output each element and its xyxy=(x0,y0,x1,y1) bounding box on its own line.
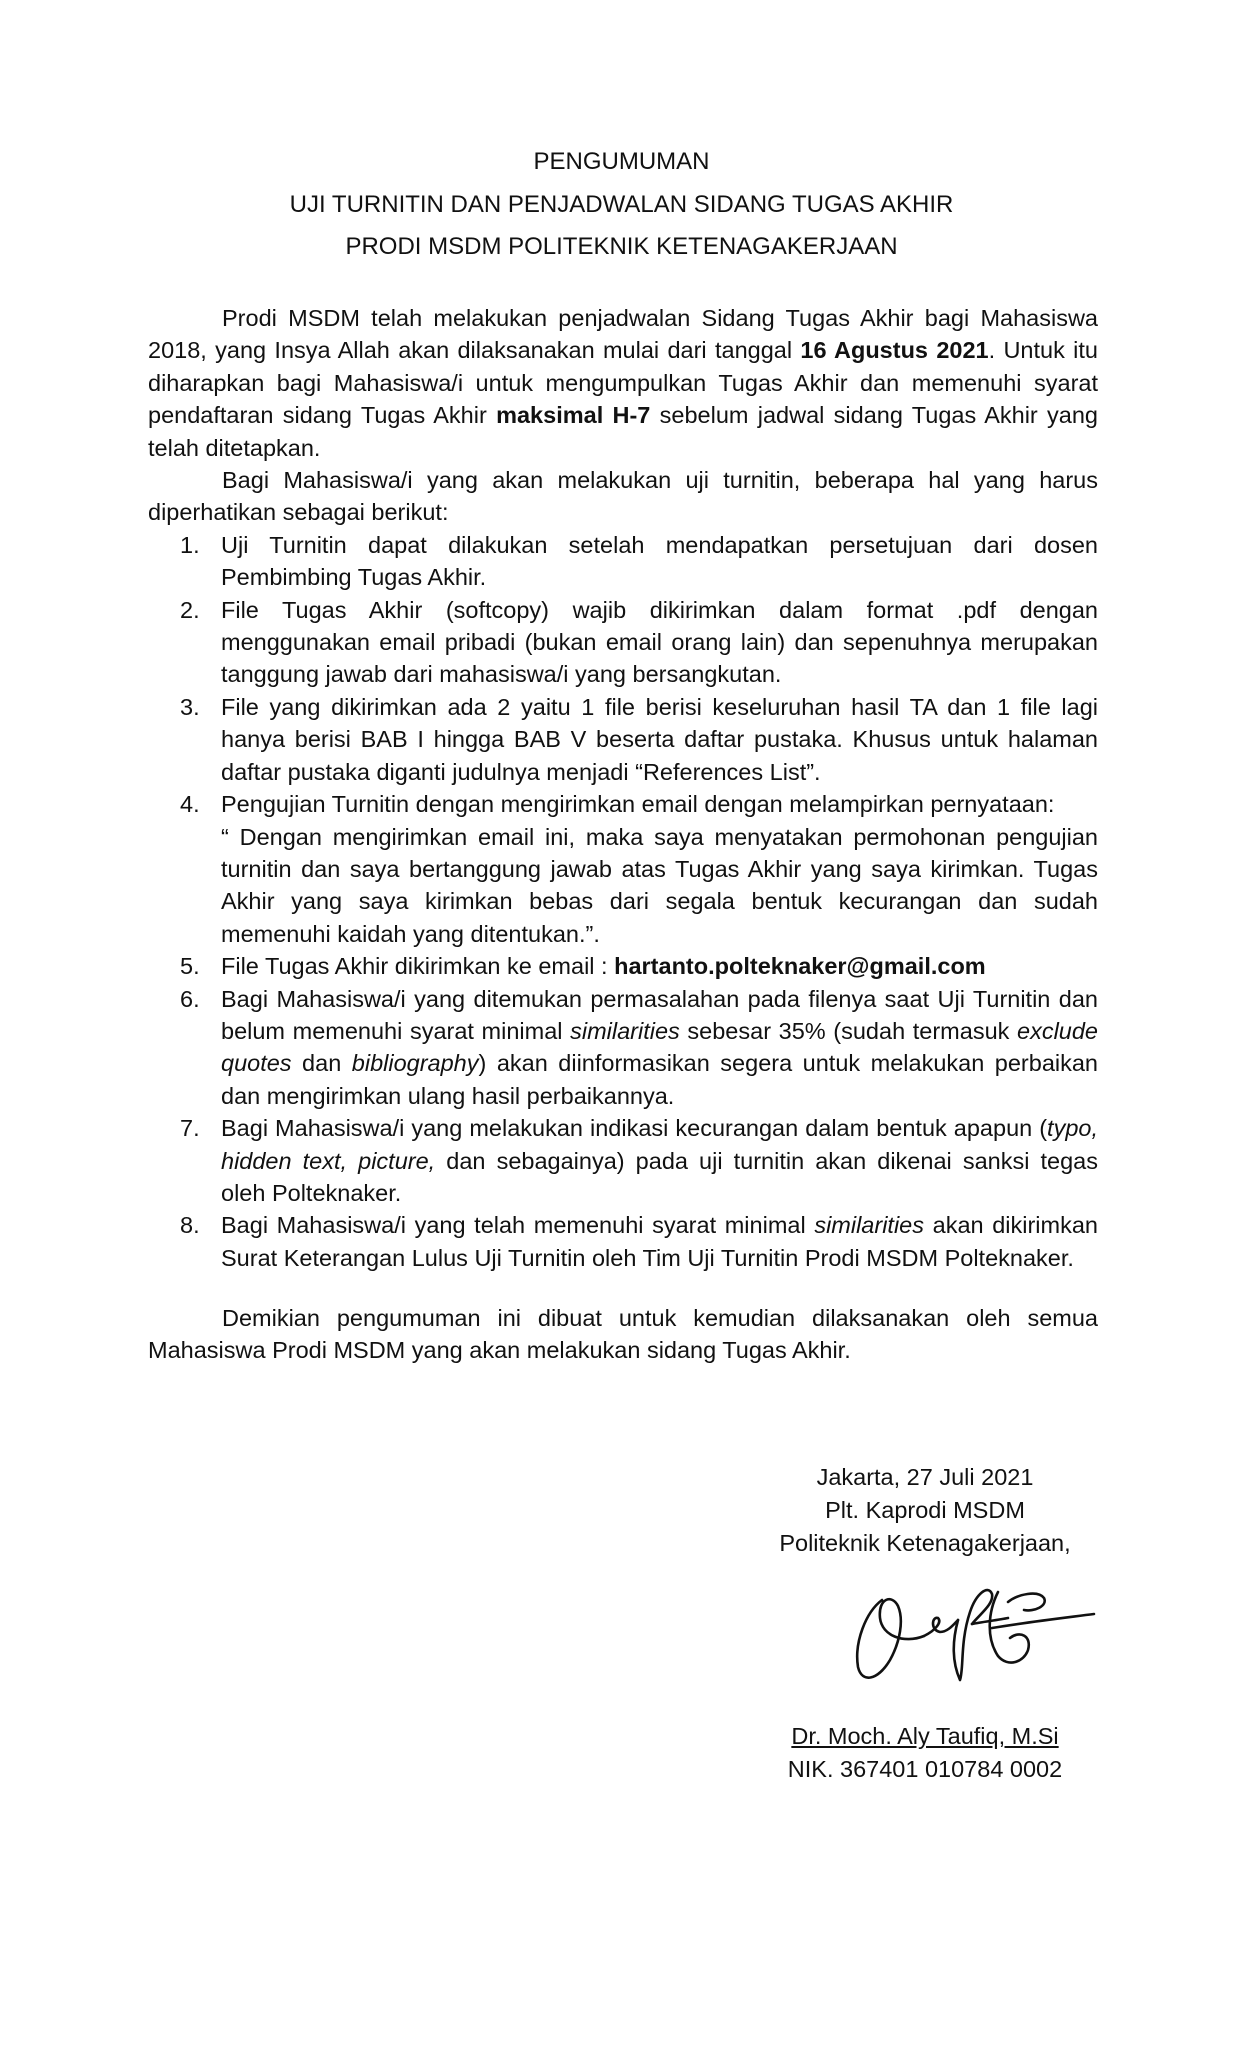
list-number: 8. xyxy=(180,1212,200,1239)
italic-term: similarities xyxy=(570,1017,680,1044)
list-number: 6. xyxy=(180,985,200,1012)
list-number: 2. xyxy=(180,596,200,623)
list-item-text: ) akan diinformasikan segera untuk melakukan perbaikan dan mengirimkan ulang hasil perbaikannya. xyxy=(221,1050,1098,1109)
title-program: PRODI MSDM POLITEKNIK KETENAGAKERJAAN xyxy=(345,233,898,260)
paragraph-text: Prodi MSDM telah melakukan penjadwalan Sidang Tugas Akhir bagi Mahasiswa 2018, yang Insya Allah akan dilaksanakan mulai dari tanggal xyxy=(148,305,1098,364)
list-item-text: Bagi Mahasiswa/i yang ditemukan permasalahan pada filenya saat Uji Turnitin dan belum memenuhi syarat minimal xyxy=(221,985,1098,1044)
list-item xyxy=(148,691,1098,788)
list-item-text: File Tugas Akhir (softcopy) wajib dikirimkan dalam format .pdf dengan menggunakan email pribadi (bukan email orang lain) dan sepenuhnya merupakan tanggung jawab dari mahasiswa/i yang bersangkutan. xyxy=(221,596,1098,688)
submission-email: hartanto.polteknaker@gmail.com xyxy=(614,953,986,980)
statement-quote: “ Dengan mengirimkan email ini, maka saya menyatakan permohonan pengujian turnitin dan saya bertanggung jawab atas Tugas Akhir yang saya kirimkan. Tugas Akhir yang saya kirimkan bebas dari segala bentuk kecurangan dan sudah memenuhi kaidah yang ditentukan.”. xyxy=(221,823,1098,947)
paragraph-schedule xyxy=(148,302,1098,464)
defense-start-date: 16 Agustus 2021 xyxy=(800,337,989,364)
signature-position: Plt. Kaprodi MSDM xyxy=(825,1497,1025,1523)
signatory-nik: NIK. 367401 010784 0002 xyxy=(787,1756,1063,1782)
requirements-list xyxy=(148,529,1098,1274)
list-number: 1. xyxy=(180,531,200,558)
list-number: 5. xyxy=(180,953,200,980)
paragraph-text: . Untuk itu diharapkan bagi Mahasiswa/i untuk mengumpulkan Tugas Akhir dan memenuhi syarat pendaftaran sidang Tugas Akhir xyxy=(148,337,1098,429)
signatory-name-text: Dr. Moch. Aly Taufiq, M.Si xyxy=(791,1723,1059,1749)
list-item xyxy=(148,594,1098,691)
list-item-text: Uji Turnitin dapat dilakukan setelah mendapatkan persetujuan dari dosen Pembimbing Tugas Akhir. xyxy=(221,531,1098,591)
paragraph-turnitin-intro: Bagi Mahasiswa/i yang akan melakukan uji turnitin, beberapa hal yang harus diperhatikan sebagai berikut: xyxy=(148,467,1098,526)
list-item xyxy=(148,788,1098,950)
list-number: 3. xyxy=(180,693,200,720)
handwritten-signature xyxy=(848,1572,1098,1692)
signatory-name xyxy=(740,1720,1110,1752)
list-item-text: akan dikirimkan Surat Keterangan Lulus Uji Turnitin oleh Tim Uji Turnitin Prodi MSDM Polteknaker. xyxy=(221,1212,1098,1271)
italic-term: similarities xyxy=(814,1212,924,1239)
list-item-text: Pengujian Turnitin dengan mengirimkan email dengan melampirkan pernyataan: xyxy=(221,791,1055,818)
italic-term: exclude quotes xyxy=(221,1017,1098,1077)
title-announcement: PENGUMUMAN xyxy=(533,148,710,175)
signature-institution: Politeknik Ketenagakerjaan, xyxy=(779,1530,1071,1556)
list-item-text: dan sebagainya) pada uji turnitin akan dikenai sanksi tegas oleh Polteknaker. xyxy=(221,1147,1098,1206)
list-number: 7. xyxy=(180,1115,200,1142)
list-item-text: sebesar 35% (sudah termasuk xyxy=(679,1017,1017,1044)
list-item-text: dan xyxy=(291,1050,352,1077)
list-item-text: Bagi Mahasiswa/i yang telah memenuhi syarat minimal xyxy=(221,1212,815,1239)
signature-place-date: Jakarta, 27 Juli 2021 xyxy=(816,1464,1034,1490)
italic-term: typo, hidden text, picture, xyxy=(221,1115,1098,1174)
list-item xyxy=(148,1112,1098,1209)
list-item xyxy=(148,1209,1098,1274)
italic-term: bibliography xyxy=(351,1050,479,1077)
list-item-text: File Tugas Akhir dikirimkan ke email : xyxy=(221,953,615,980)
list-item xyxy=(148,983,1098,1113)
closing-paragraph: Demikian pengumuman ini dibuat untuk kemudian dilaksanakan oleh semua Mahasiswa Prodi MSDM yang akan melakukan sidang Tugas Akhir. xyxy=(148,1305,1098,1364)
submission-deadline: maksimal H-7 xyxy=(496,402,651,429)
list-item-text: File yang dikirimkan ada 2 yaitu 1 file berisi keseluruhan hasil TA dan 1 file lagi hanya berisi BAB I hingga BAB V beserta daftar pustaka. Khusus untuk halaman daftar pustaka diganti judulnya menjadi “References List”. xyxy=(221,693,1098,785)
paragraph-text: sebelum jadwal sidang Tugas Akhir yang telah ditetapkan. xyxy=(148,402,1098,461)
list-number: 4. xyxy=(180,791,200,818)
list-item xyxy=(148,950,1098,982)
list-item xyxy=(148,529,1098,594)
title-subject: UJI TURNITIN DAN PENJADWALAN SIDANG TUGAS AKHIR xyxy=(289,191,954,218)
announcement-body xyxy=(148,302,1098,1274)
list-item-text: Bagi Mahasiswa/i yang melakukan indikasi kecurangan dalam bentuk apapun ( xyxy=(221,1115,1048,1142)
